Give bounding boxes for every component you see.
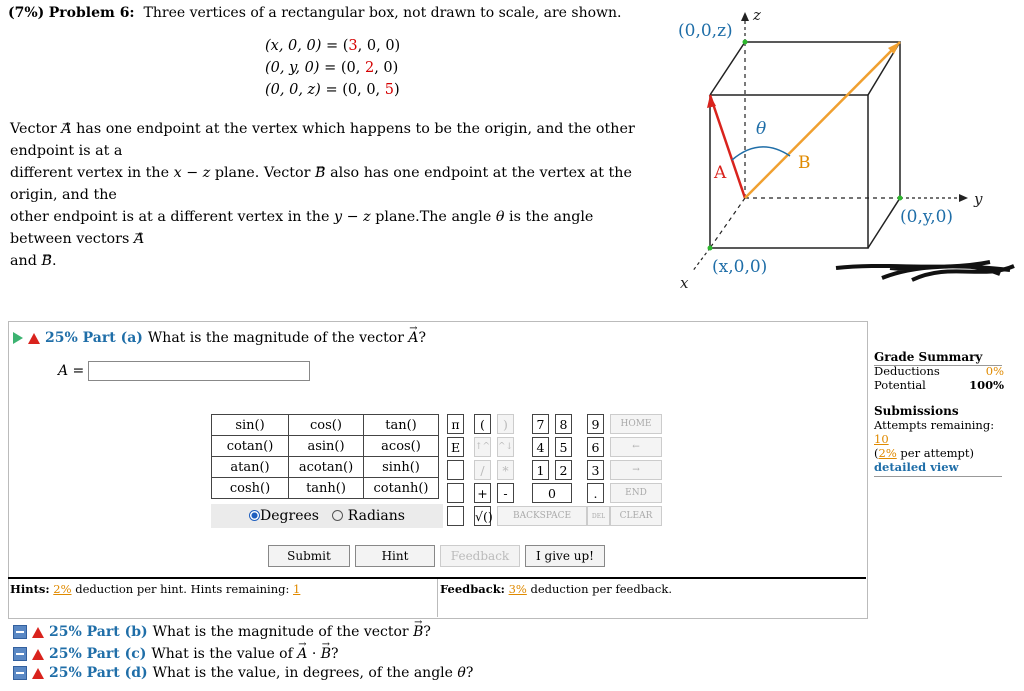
key-clear[interactable]: CLEAR	[610, 506, 662, 526]
vertex-x: (x, 0, 0) = (3, 0, 0)	[265, 38, 401, 54]
scribble-mark	[836, 262, 1014, 280]
grade-summary: Grade Summary Deductions 0% Potential 100% Submissions Attempts remaining: 10 (2% per attempt) detailed view	[874, 350, 1004, 474]
key-del[interactable]: DEL	[587, 506, 610, 526]
vertex-z-value: 5	[384, 82, 394, 98]
key-star[interactable]: *	[497, 460, 514, 480]
problem-weight: (7%)	[8, 5, 45, 21]
vertex-y-value: 2	[364, 60, 375, 76]
submissions-divider	[874, 476, 1002, 477]
z-axis-arrow	[741, 12, 749, 21]
feedback-button[interactable]: Feedback	[440, 545, 520, 567]
key-dot[interactable]: .	[587, 483, 604, 503]
warning-icon	[32, 627, 44, 638]
key-plus[interactable]: +	[474, 483, 491, 503]
fn-cos[interactable]: cos()	[289, 415, 364, 436]
degrees-radio[interactable]	[249, 510, 260, 521]
label-vector-b: B	[798, 153, 811, 173]
vertex-z-dot	[743, 40, 748, 45]
key-1[interactable]: 1	[532, 460, 549, 480]
answer-label: A =	[58, 363, 85, 379]
key-right[interactable]: →	[610, 460, 662, 480]
vertex-y: (0, y, 0) = (0, 2, 0)	[265, 60, 399, 76]
warning-icon	[32, 668, 44, 679]
fn-cosh[interactable]: cosh()	[212, 478, 289, 499]
key-home[interactable]: HOME	[610, 414, 662, 434]
part-a-weight: 25% Part (a)	[45, 330, 143, 346]
radians-radio[interactable]	[332, 510, 343, 521]
label-z-vertex: (0,0,z)	[678, 21, 733, 41]
key-backspace[interactable]: BACKSPACE	[497, 506, 587, 526]
key-3[interactable]: 3	[587, 460, 604, 480]
key-7[interactable]: 7	[532, 414, 549, 434]
key-blank-1	[447, 460, 464, 480]
key-9[interactable]: 9	[587, 414, 604, 434]
label-y-axis: y	[974, 190, 983, 208]
key-4[interactable]: 4	[532, 437, 549, 457]
label-x-axis: x	[680, 274, 689, 292]
problem-header	[8, 5, 622, 21]
key-slash[interactable]: /	[474, 460, 491, 480]
key-left[interactable]: ←	[610, 437, 662, 457]
key-blank-2	[447, 483, 464, 503]
key-0[interactable]: 0	[532, 483, 572, 503]
key-blank-3	[447, 506, 464, 526]
box-edges	[710, 42, 900, 248]
fn-tanh[interactable]: tanh()	[289, 478, 364, 499]
fn-tan[interactable]: tan()	[364, 415, 439, 436]
fn-sinh[interactable]: sinh()	[364, 457, 439, 478]
key-6[interactable]: 6	[587, 437, 604, 457]
hints-info: Hints: 2% deduction per hint. Hints remaining: 1	[10, 582, 301, 596]
label-theta: θ	[756, 119, 767, 139]
grade-divider	[874, 365, 1002, 366]
problem-label: Problem 6:	[48, 5, 135, 21]
vertex-x-value: 3	[348, 38, 358, 54]
answer-input[interactable]	[88, 361, 310, 381]
part-b-header[interactable]: 25% Part (b) What is the magnitude of the vector → B?	[13, 624, 431, 640]
key-8[interactable]: 8	[555, 414, 572, 434]
hint-button[interactable]: Hint	[355, 545, 435, 567]
part-a-header[interactable]: 25% Part (a) What is the magnitude of the vector → A?	[13, 330, 426, 346]
feedback-info: Feedback: 3% deduction per feedback.	[440, 582, 672, 596]
fn-atan[interactable]: atan()	[212, 457, 289, 478]
key-sqrt[interactable]: √()	[474, 506, 491, 526]
label-y-vertex: (0,y,0)	[900, 207, 954, 227]
give-up-button[interactable]: I give up!	[525, 545, 605, 567]
fn-acos[interactable]: acos()	[364, 436, 439, 457]
angle-mode: Degrees Radians	[211, 504, 443, 528]
key-lparen[interactable]: (	[474, 414, 491, 434]
y-axis-arrow	[959, 194, 968, 202]
vertex-x-dot	[708, 246, 713, 251]
vector-b-line	[745, 42, 900, 198]
key-5[interactable]: 5	[555, 437, 572, 457]
problem-statement: Three vertices of a rectangular box, not drawn to scale, are shown.	[143, 5, 622, 21]
problem-description: Vector → A has one endpoint at the vertex which happens to be the origin, and the other endpoint is at a different vertex in the x − z plane. Vector → B also has one endpoint at the vertex at the origin, and the other endpoint is at a different vertex in the y − z plane.The angle θ is the angle between vectors → A and → B.	[10, 118, 650, 272]
key-rparen[interactable]: )	[497, 414, 514, 434]
expand-triangle-icon[interactable]	[13, 332, 23, 344]
label-vector-a: A	[714, 163, 727, 183]
fn-cotan[interactable]: cotan()	[212, 436, 289, 457]
part-c-header[interactable]: 25% Part (c) What is the value of → A · → B?	[13, 646, 339, 662]
detailed-view-link[interactable]: detailed view	[874, 460, 959, 474]
vertex-y-dot	[898, 196, 903, 201]
part-d-header[interactable]: 25% Part (d) What is the value, in degrees, of the angle θ?	[13, 665, 473, 681]
collapse-icon[interactable]	[13, 647, 27, 661]
box-diagram	[660, 0, 1024, 300]
function-table	[211, 414, 439, 499]
key-minus[interactable]: -	[497, 483, 514, 503]
vertex-z: (0, 0, z) = (0, 0, 5)	[265, 82, 400, 98]
label-x-vertex: (x,0,0)	[712, 257, 768, 277]
fn-acotan[interactable]: acotan()	[289, 457, 364, 478]
x-axis-line	[692, 248, 710, 272]
key-pi[interactable]: π	[447, 414, 464, 434]
warning-icon	[28, 333, 40, 344]
fn-sin[interactable]: sin()	[212, 415, 289, 436]
fn-asin[interactable]: asin()	[289, 436, 364, 457]
warning-icon	[32, 649, 44, 660]
key-e[interactable]: E	[447, 437, 464, 457]
label-z-axis: z	[753, 6, 761, 24]
hints-divider	[437, 579, 438, 617]
submit-button[interactable]: Submit	[268, 545, 350, 567]
theta-arc	[732, 147, 790, 160]
key-updown[interactable]: ^↓	[497, 437, 514, 457]
key-up[interactable]: ↑^	[474, 437, 491, 457]
collapse-icon[interactable]	[13, 666, 27, 680]
key-2[interactable]: 2	[555, 460, 572, 480]
fn-cotanh[interactable]: cotanh()	[364, 478, 439, 499]
collapse-icon[interactable]	[13, 625, 27, 639]
hidden-edges	[710, 42, 900, 248]
key-end[interactable]: END	[610, 483, 662, 503]
